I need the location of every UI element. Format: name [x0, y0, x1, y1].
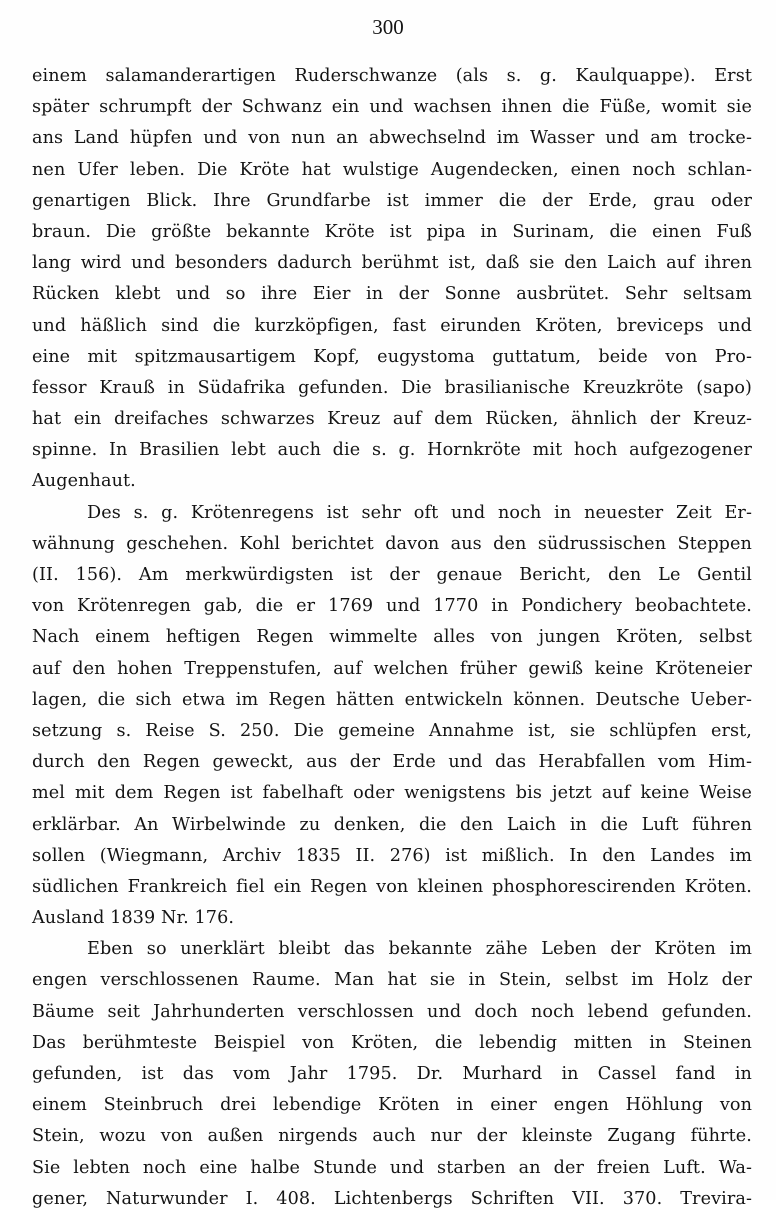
text-line: Sie lebten noch eine halbe Stunde und starben an der freien Luft. Wa-	[32, 1157, 752, 1178]
text-line: spinne. In Brasilien lebt auch die s. g. Hornkröte mit hoch aufgezogener	[32, 440, 752, 461]
text-line: Eben so unerklärt bleibt das bekannte zähe Leben der Kröten im	[87, 939, 752, 960]
text-line: Augenhaut.	[32, 471, 136, 492]
text-line: Des s. g. Krötenregens ist sehr oft und noch in neuester Zeit Er-	[87, 502, 752, 523]
text-line: nen Ufer leben. Die Kröte hat wulstige Augendecken, einen noch schlan-	[32, 159, 752, 180]
text-line: und häßlich sind die kurzköpfigen, fast eirunden Kröten, breviceps und	[32, 315, 752, 336]
text-line: gener, Naturwunder I. 408. Lichtenbergs Schriften VII. 370. Trevira-	[32, 1188, 752, 1209]
text-line: Rücken klebt und so ihre Eier in der Sonne ausbrütet. Sehr seltsam	[32, 284, 752, 305]
text-line: einem Steinbruch drei lebendige Kröten in einer engen Höhlung von	[32, 1095, 752, 1116]
text-line: einem salamanderartigen Ruderschwanze (als s. g. Kaulquappe). Erst	[32, 66, 752, 86]
text-line: ans Land hüpfen und von nun an abwechselnd im Wasser und am trocke-	[32, 128, 752, 149]
text-line: gefunden, ist das vom Jahr 1795. Dr. Murhard in Cassel fand in	[32, 1064, 752, 1084]
text-line: Ausland 1839 Nr. 176.	[32, 908, 235, 929]
text-line: lang wird und besonders dadurch berühmt ist, daß sie den Laich auf ihren	[32, 253, 752, 274]
text-line: fessor Krauß in Südafrika gefunden. Die brasilianische Kreuzkröte (sapo)	[32, 377, 752, 398]
text-line: Bäume seit Jahrhunderten verschlossen und doch noch lebend gefunden.	[32, 1001, 752, 1022]
text-line: südlichen Frankreich fiel ein Regen von kleinen phosphorescirenden Kröten.	[32, 876, 752, 897]
text-line: durch den Regen geweckt, aus der Erde und das Herabfallen vom Him-	[32, 752, 752, 773]
paragraph	[32, 61, 752, 498]
text-line: später schrumpft der Schwanz ein und wachsen ihnen die Füße, womit sie	[32, 97, 752, 118]
text-line: genartigen Blick. Ihre Grundfarbe ist immer die der Erde, grau oder	[32, 190, 752, 211]
text-line: Nach einem heftigen Regen wimmelte alles von jungen Kröten, selbst	[32, 627, 752, 648]
text-line: (II. 156). Am merkwürdigsten ist der genaue Bericht, den Le Gentil	[32, 565, 752, 585]
text-line: setzung s. Reise S. 250. Die gemeine Annahme ist, sie schlüpfen erst,	[32, 720, 752, 741]
text-line: engen verschlossenen Raume. Man hat sie in Stein, selbst im Holz der	[32, 970, 752, 991]
text-line: erklärbar. An Wirbelwinde zu denken, die den Laich in die Luft führen	[32, 814, 752, 835]
text-body	[32, 61, 752, 1215]
text-line: mel mit dem Regen ist fabelhaft oder wenigstens bis jetzt auf keine Weise	[32, 783, 752, 804]
page-number: 300	[372, 15, 404, 39]
text-line: sollen (Wiegmann, Archiv 1835 II. 276) ist mißlich. In den Landes im	[32, 845, 752, 866]
paragraph	[32, 498, 752, 935]
text-line: lagen, die sich etwa im Regen hätten entwickeln können. Deutsche Ueber-	[32, 689, 752, 710]
text-line: braun. Die größte bekannte Kröte ist pipa in Surinam, die einen Fuß	[32, 221, 752, 242]
text-line: hat ein dreifaches schwarzes Kreuz auf dem Rücken, ähnlich der Kreuz-	[32, 409, 752, 430]
text-line: Das berühmteste Beispiel von Kröten, die lebendig mitten in Steinen	[32, 1032, 752, 1053]
text-line: eine mit spitzmausartigem Kopf, eugystoma guttatum, beide von Pro-	[32, 346, 752, 367]
text-line: von Krötenregen gab, die er 1769 und 1770 in Pondichery beobachtete.	[32, 596, 752, 617]
text-line: auf den hohen Treppenstufen, auf welchen früher gewiß keine Kröteneier	[32, 658, 752, 679]
text-line: wähnung geschehen. Kohl berichtet davon aus den südrussischen Steppen	[32, 533, 752, 554]
paragraph	[32, 934, 752, 1215]
text-line: Stein, wozu von außen nirgends auch nur der kleinste Zugang führte.	[32, 1126, 752, 1147]
